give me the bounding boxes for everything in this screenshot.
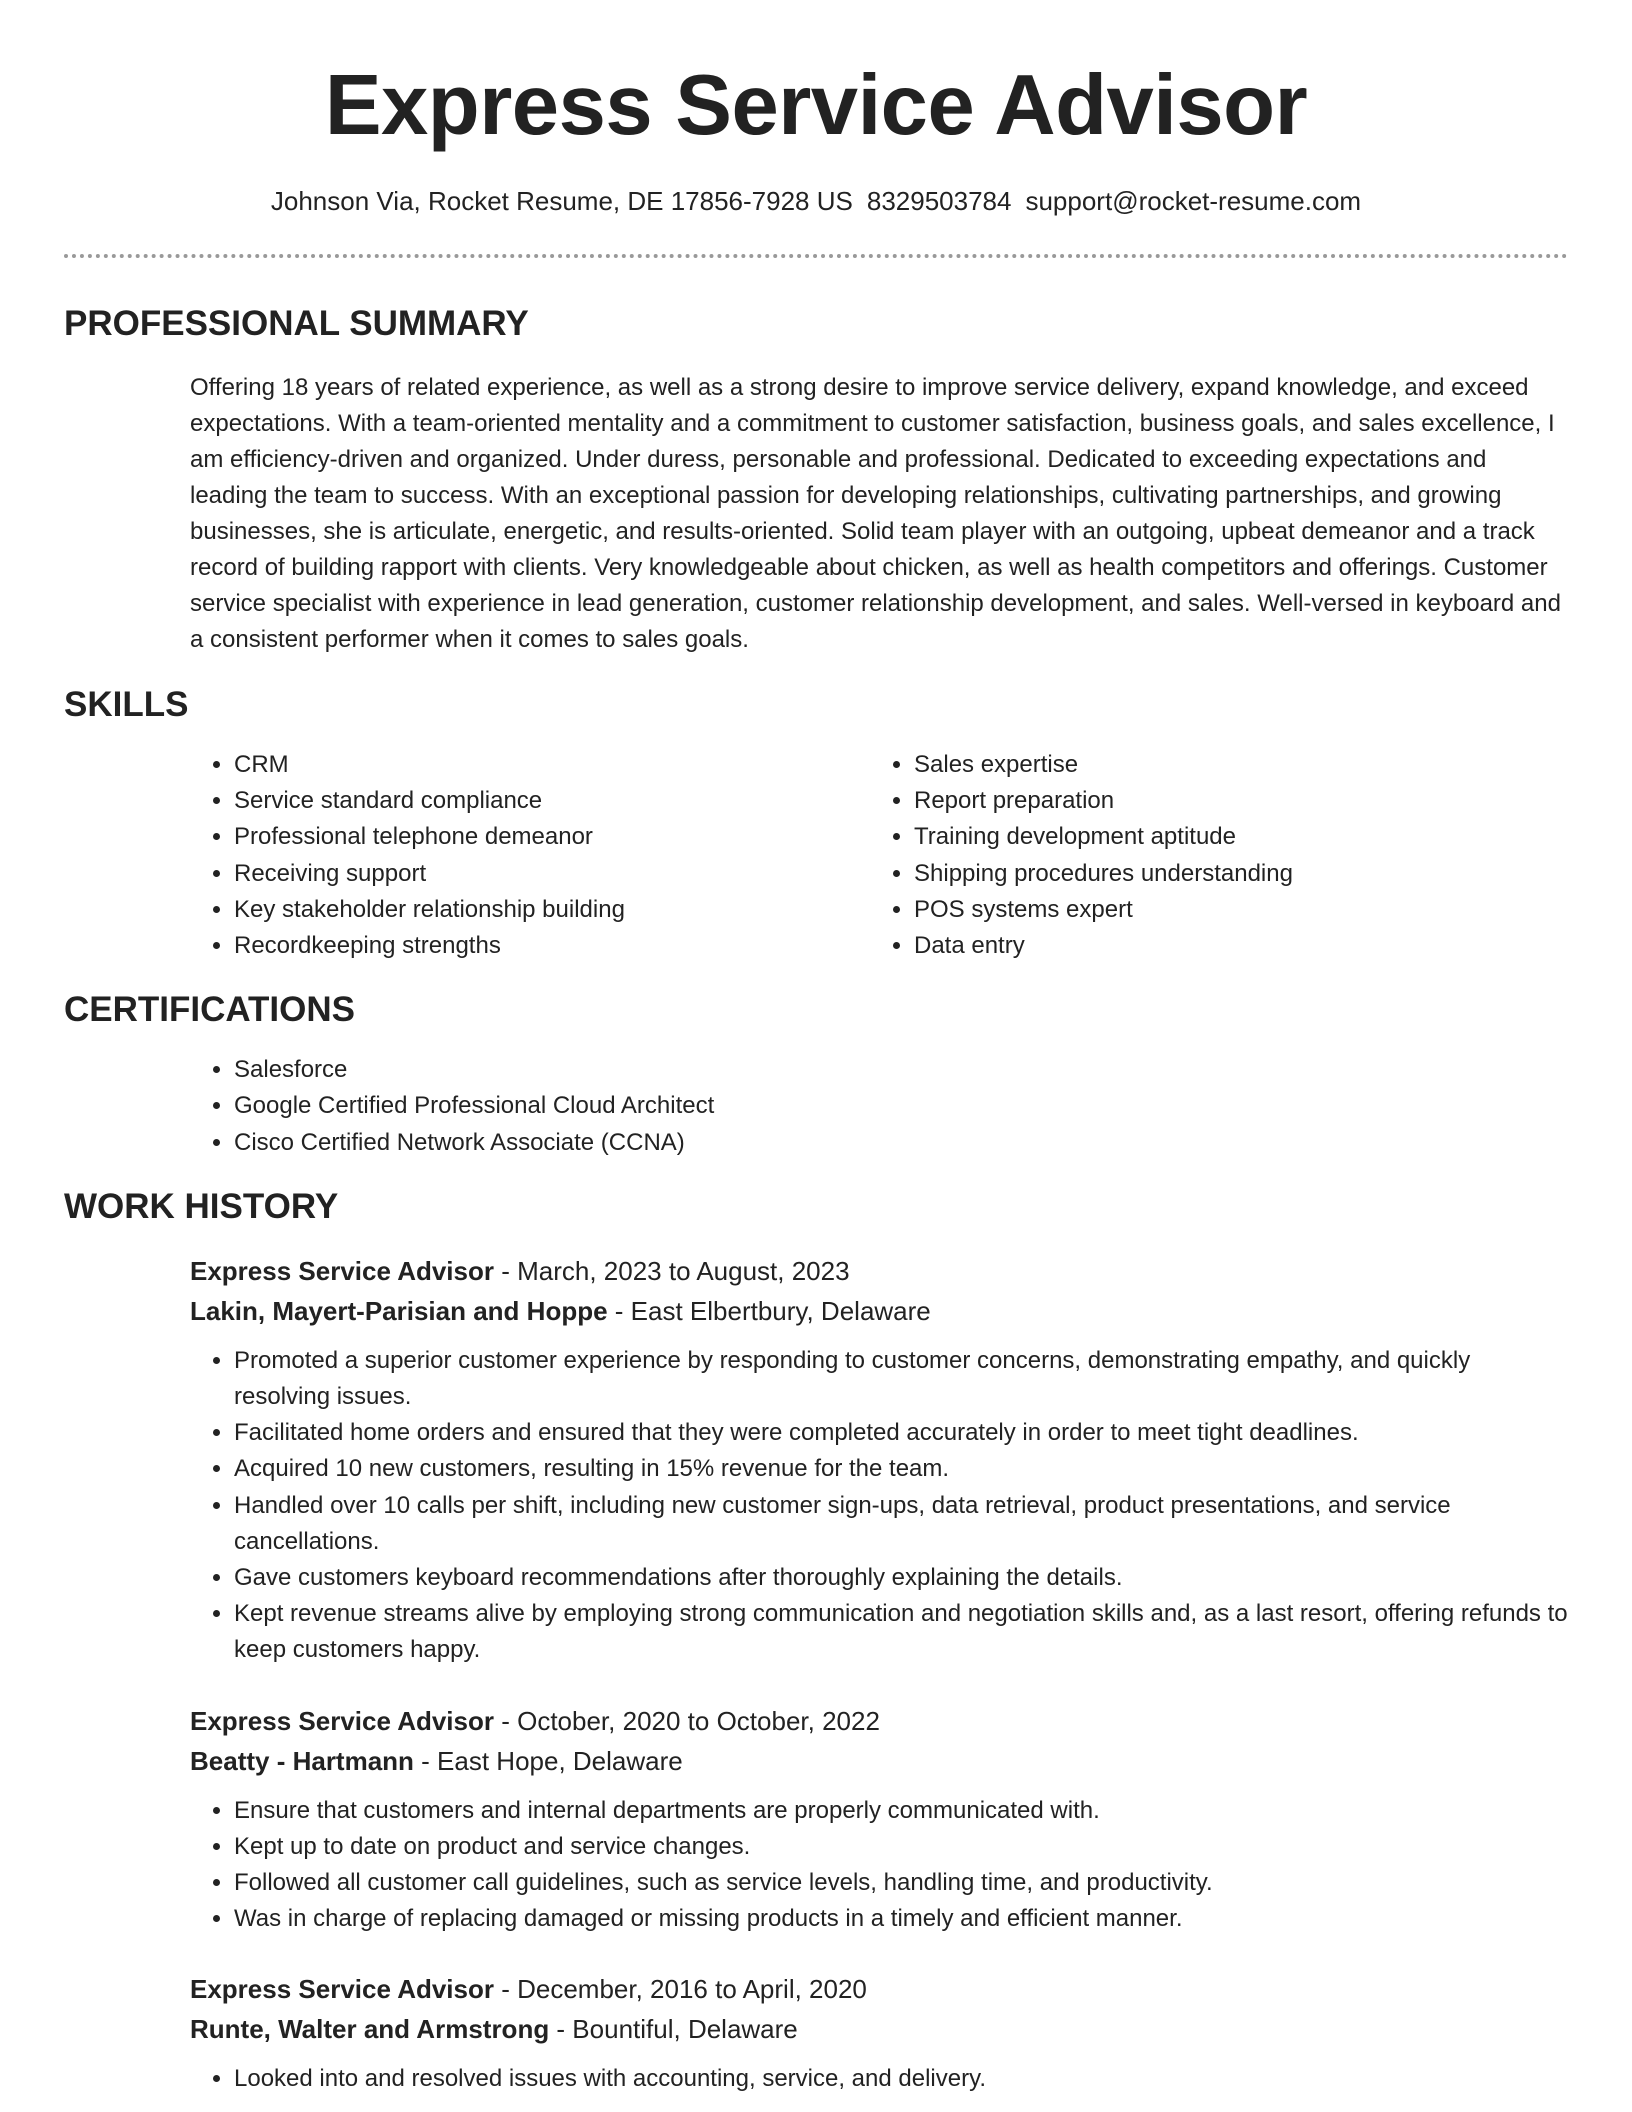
skills-columns xyxy=(190,747,1568,964)
skill-item: • Data entry xyxy=(914,928,1550,964)
job-title-line xyxy=(190,1969,1568,2009)
certification-item: • Cisco Certified Network Associate (CCNA) xyxy=(234,1125,1568,1161)
certifications-list xyxy=(190,1052,1568,1161)
resume-page xyxy=(64,0,1568,2098)
skill-item: • Report preparation xyxy=(914,783,1550,819)
contact-phone[interactable]: 8329503784 xyxy=(866,186,1012,216)
skill-item: • Shipping procedures understanding xyxy=(914,856,1550,892)
job-entry xyxy=(190,1701,1568,1938)
certifications-heading: CERTIFICATIONS xyxy=(64,990,356,1030)
contact-email[interactable]: support@rocket-resume.com xyxy=(1025,186,1362,216)
skills-list-left xyxy=(190,747,870,964)
job-title-line xyxy=(190,1701,1568,1741)
job-dates: - December, 2016 to April, 2020 xyxy=(494,1974,867,2005)
skill-item: • Training development aptitude xyxy=(914,819,1550,855)
certifications-block xyxy=(190,1052,1568,1161)
skills-list-right xyxy=(870,747,1550,964)
job-bullet: • Followed all customer call guidelines, such as service levels, handling time, and productivity. xyxy=(234,1865,1568,1901)
job-bullet: • Acquired 10 new customers, resulting in 15% revenue for the team. xyxy=(234,1451,1568,1487)
job-bullet: • Ensure that customers and internal departments are properly communicated with. xyxy=(234,1793,1568,1829)
job-company-line xyxy=(190,1741,1568,1781)
job-bullets xyxy=(190,1343,1568,1669)
job-company: Runte, Walter and Armstrong xyxy=(190,2014,550,2045)
skill-item: • Service standard compliance xyxy=(234,783,870,819)
skill-item: • Recordkeeping strengths xyxy=(234,928,870,964)
job-bullet: • Handled over 10 calls per shift, including new customer sign-ups, data retrieval, product presentations, and service cancellations. xyxy=(234,1488,1568,1560)
certification-item: • Salesforce xyxy=(234,1052,1568,1088)
skill-item: • POS systems expert xyxy=(914,892,1550,928)
job-location: - East Hope, Delaware xyxy=(413,1745,683,1776)
job-dates: - October, 2020 to October, 2022 xyxy=(494,1705,880,1736)
job-bullet: • Kept up to date on product and service changes. xyxy=(234,1829,1568,1865)
job-title-line xyxy=(190,1251,1568,1291)
contact-line xyxy=(64,183,1568,219)
skills-heading: SKILLS xyxy=(64,685,189,724)
job-bullets xyxy=(190,1793,1568,1938)
job-dates: - March, 2023 to August, 2023 xyxy=(494,1255,850,1286)
resume-name: Express Service Advisor xyxy=(324,58,1308,153)
job-location: - East Elbertbury, Delaware xyxy=(607,1295,931,1326)
skill-item: • Professional telephone demeanor xyxy=(234,819,870,855)
work-history-heading: WORK HISTORY xyxy=(64,1186,339,1226)
header-divider xyxy=(64,254,1568,258)
job-company: Lakin, Mayert-Parisian and Hoppe xyxy=(190,1295,608,1326)
skill-item: • Receiving support xyxy=(234,856,870,892)
job-role: Express Service Advisor xyxy=(190,1705,494,1736)
job-entry xyxy=(190,1969,1568,2097)
job-bullet: • Looked into and resolved issues with accounting, service, and delivery. xyxy=(234,2061,1568,2097)
contact-address: Johnson Via, Rocket Resume, DE 17856-7928 US xyxy=(270,186,853,216)
job-bullet: • Facilitated home orders and ensured that they were completed accurately in order to meet tight deadlines. xyxy=(234,1415,1568,1451)
summary-text: Offering 18 years of related experience, as well as a strong desire to improve service delivery, expand knowledge, and exceed expectations. With a team-oriented mentality and a commitment to customer satisfaction, business goals, and sales excellence, I am efficiency-driven and organized. Under duress, personable and professional. Dedicated to exceeding expectations and leading the team to success. With an exceptional passion for developing relationships, cultivating partnerships, and growing businesses, she is articulate, energetic, and results-oriented. Solid team player with an outgoing, upbeat demeanor and a track record of building rapport with clients. Very knowledgeable about chicken, as well as health competitors and offerings. Customer service specialist with experience in lead generation, customer relationship development, and sales. Well-versed in keyboard and a consistent performer when it comes to sales goals. xyxy=(190,374,1561,653)
job-bullet: • Gave customers keyboard recommendations after thoroughly explaining the details. xyxy=(234,1560,1568,1596)
job-company: Beatty - Hartmann xyxy=(190,1745,414,1776)
job-role: Express Service Advisor xyxy=(190,1974,494,2005)
job-bullet: • Promoted a superior customer experience by responding to customer concerns, demonstrating empathy, and quickly resolving issues. xyxy=(234,1343,1568,1415)
job-bullet: • Was in charge of replacing damaged or missing products in a timely and efficient manner. xyxy=(234,1901,1568,1937)
skill-item: • CRM xyxy=(234,747,870,783)
skill-item: • Key stakeholder relationship building xyxy=(234,892,870,928)
skill-item: • Sales expertise xyxy=(914,747,1550,783)
job-bullet: • Kept revenue streams alive by employing strong communication and negotiation skills and, as a last resort, offering refunds to keep customers happy. xyxy=(234,1596,1568,1668)
summary-heading: PROFESSIONAL SUMMARY xyxy=(64,304,529,343)
job-company-line xyxy=(190,2009,1568,2049)
certification-item: • Google Certified Professional Cloud Architect xyxy=(234,1088,1568,1124)
job-entry xyxy=(190,1251,1568,1669)
job-company-line xyxy=(190,1291,1568,1331)
job-role: Express Service Advisor xyxy=(190,1255,494,1286)
job-location: - Bountiful, Delaware xyxy=(549,2014,798,2045)
job-bullets xyxy=(190,2061,1568,2097)
